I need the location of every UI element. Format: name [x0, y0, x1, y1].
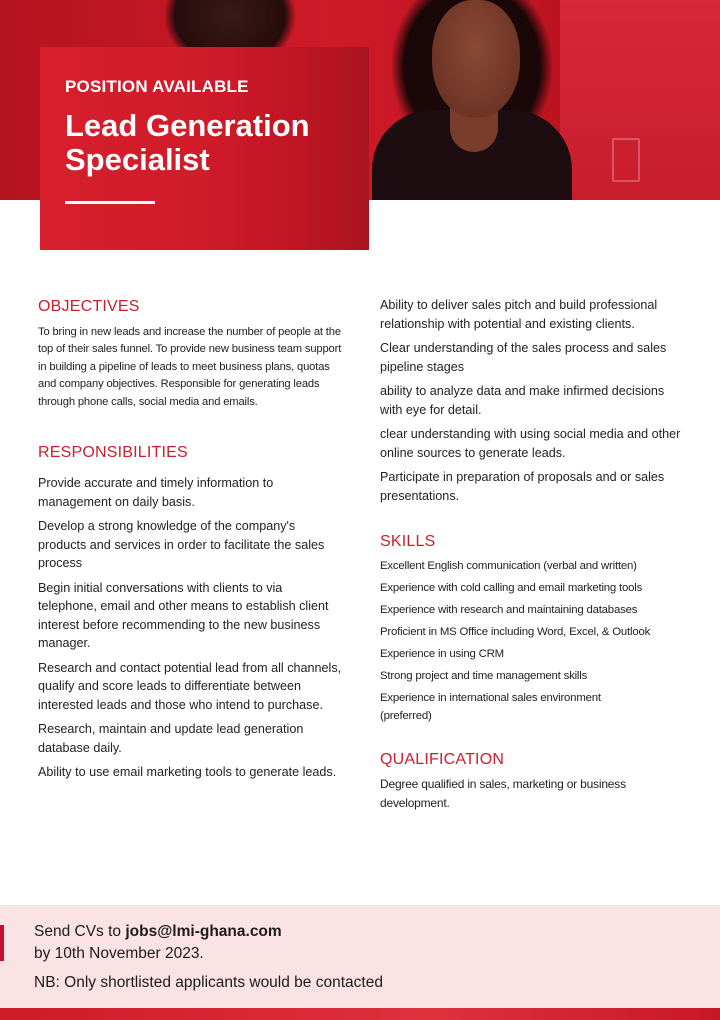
responsibility-item: Ability to deliver sales pitch and build professional relationship with potential and existing clients. [380, 298, 658, 331]
responsibilities-heading: RESPONSIBILITIES [38, 444, 188, 462]
qualification-heading: QUALIFICATION [380, 751, 505, 768]
job-title-line2: Specialist [65, 142, 210, 177]
responsibility-item: clear understanding with using social media and other online sources to generate leads. [380, 427, 681, 460]
title-card [40, 47, 369, 250]
bottom-red-strip [0, 1008, 720, 1020]
responsibility-item: Ability to use email marketing tools to generate leads. [38, 765, 337, 780]
left-column [38, 298, 343, 788]
responsibility-item: Clear understanding of the sales process and sales pipeline stages [380, 341, 667, 374]
objectives-heading: OBJECTIVES [38, 298, 140, 315]
send-cv-prefix: Send CVs to [34, 923, 126, 940]
skill-item: Experience with research and maintaining databases [380, 604, 638, 616]
smiling-woman-photo [372, 0, 572, 200]
footer-contact-box [0, 905, 720, 1008]
shortlist-note: NB: Only shortlisted applicants would be contacted [34, 974, 383, 991]
deadline-text: by 10th November 2023. [34, 945, 204, 962]
qualification-text: Degree qualified in sales, marketing or business development. [380, 777, 626, 810]
position-available-label: POSITION AVAILABLE [65, 77, 249, 96]
right-column [380, 296, 685, 817]
skill-item: Excellent English communication (verbal and written) [380, 560, 637, 572]
footer-accent-bar [0, 925, 4, 961]
skill-item: Experience in using CRM [380, 648, 504, 660]
responsibility-item: Provide accurate and timely information to management on daily basis. [38, 476, 274, 509]
responsibility-item: Research and contact potential lead from all channels, qualify and score leads to differentiate between interested leads and those who intend to purchase. [38, 660, 342, 712]
email-link[interactable]: jobs@lmi-ghana.com [125, 923, 282, 940]
send-cv-line [34, 923, 282, 941]
skill-item: Proficient in MS Office including Word, Excel, & Outlook [380, 626, 651, 638]
title-underline [65, 201, 155, 204]
responsibility-item: Begin initial conversations with clients to via telephone, email and other means to establish client interest before recommending to the new business manager. [38, 580, 329, 651]
skill-item: Strong project and time management skills [380, 670, 588, 682]
wall-switch-shape [612, 138, 640, 182]
job-title-line1: Lead Generation [65, 108, 310, 143]
responsibility-item: Participate in preparation of proposals and or sales presentations. [380, 470, 665, 503]
skill-item: Experience in international sales environment (preferred) [380, 692, 601, 722]
responsibility-item: ability to analyze data and make infirmed decisions with eye for detail. [380, 384, 665, 417]
skill-item: Experience with cold calling and email marketing tools [380, 582, 643, 594]
skills-heading: SKILLS [380, 533, 436, 550]
objectives-text: To bring in new leads and increase the number of people at the top of their sales funnel. To provide new business team support in building a pipeline of leads to meet business plans, quotas and company objectives. Responsible for generating leads through phone calls, social media and emails. [38, 326, 342, 408]
responsibility-item: Research, maintain and update lead generation database daily. [38, 722, 304, 755]
job-title [65, 109, 365, 177]
background-wall [560, 0, 720, 200]
responsibility-item: Develop a strong knowledge of the company's products and services in order to facilitate the sales process [38, 519, 325, 571]
